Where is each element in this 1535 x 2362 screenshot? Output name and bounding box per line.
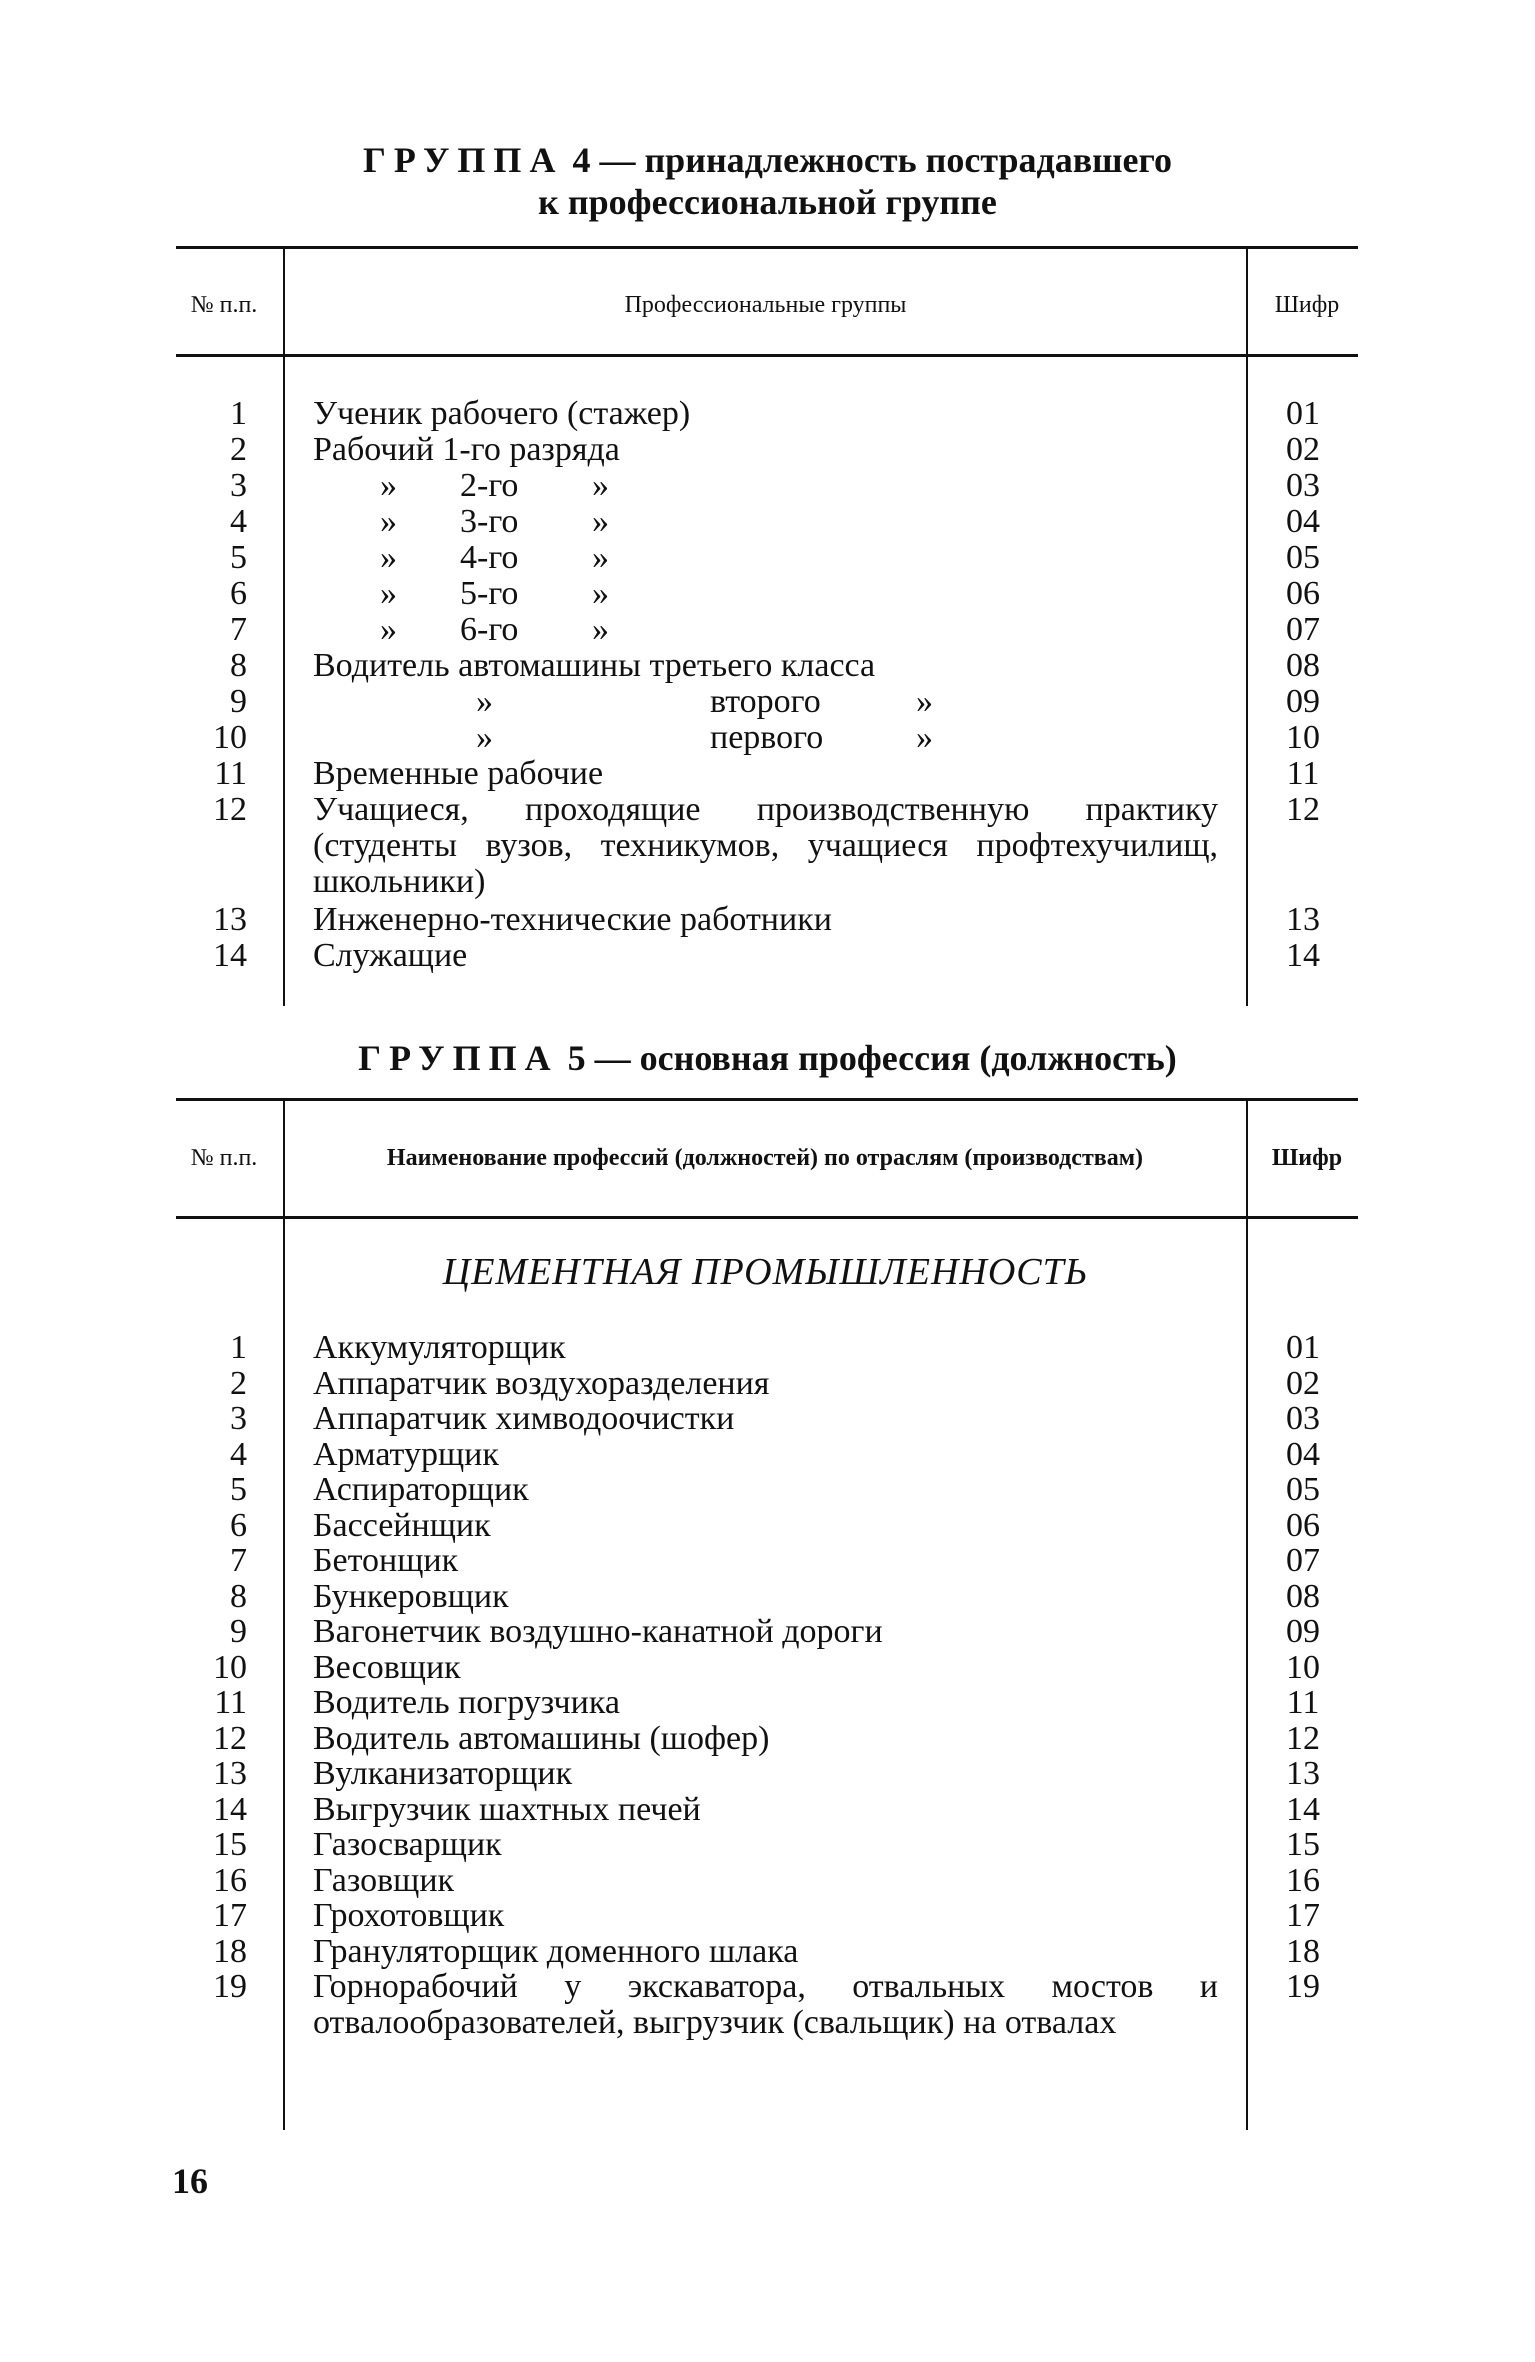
row-number: 10 [213,719,247,756]
row-name: Бетонщик [313,1542,459,1579]
row-name: Вулканизаторщик [313,1755,573,1792]
row-name: 3-го [460,503,519,540]
row-code: 09 [1286,683,1320,720]
row-code: 03 [1286,467,1320,504]
row-code: 10 [1286,1648,1320,1686]
row-number: 17 [213,1897,247,1934]
row-number: 2 [230,1364,247,1402]
row-name: Грануляторщик доменного шлака [313,1932,799,1970]
row-number: 9 [230,683,247,720]
row-code: 02 [1286,1364,1320,1402]
row-number: 8 [230,647,247,684]
row-name: Арматурщик [313,1435,499,1473]
row-code: 11 [1286,1684,1320,1721]
page-number: 16 [172,2161,208,2201]
row-code: 04 [1286,503,1320,540]
ditto-mark: » [916,719,933,756]
ditto-mark: » [476,683,493,720]
row-name: Горнорабочий у экскаватора, отвальных мостов и отвалообразователей, выгрузчик (свальщик) на отвалах [313,1968,1218,2041]
row-number: 2 [230,431,247,468]
row-name: Грохотовщик [313,1897,505,1934]
row-number: 14 [213,937,247,974]
row-number: 3 [230,467,247,504]
row-number: 4 [230,503,247,540]
group5-title-suffix: 5 — основная профессия (должность) [567,1038,1177,1078]
group4-title [0,140,1535,181]
row-name: Бункеровщик [313,1577,509,1615]
row-name: Водитель автомашины третьего класса [313,647,876,684]
row-number: 18 [213,1932,247,1970]
row-number: 12 [213,1719,247,1757]
row-name: Временные рабочие [313,755,604,792]
row-number: 1 [230,395,247,432]
row-name: Водитель автомашины (шофер) [313,1719,770,1757]
row-code: 17 [1286,1897,1320,1934]
group4-label: ГРУППА [363,140,564,180]
row-name: 5-го [460,575,519,612]
row-name: Аспираторщик [313,1471,529,1508]
ditto-mark: » [380,467,397,504]
row-number: 11 [214,755,247,792]
group5-divider-left [283,1098,285,2130]
row-number: 16 [213,1861,247,1899]
row-code: 03 [1286,1400,1320,1437]
group4-col-code-header: Шифр [1274,292,1340,318]
ditto-mark: » [380,503,397,540]
row-number: 15 [213,1826,247,1863]
group5-col-num-header: № п.п. [190,1145,258,1171]
row-number: 12 [213,791,247,828]
row-number: 19 [213,1968,247,2005]
row-number: 7 [230,611,247,648]
row-number: 8 [230,1577,247,1615]
row-number: 1 [230,1329,247,1366]
row-code: 07 [1286,611,1320,648]
ditto-mark: » [592,611,609,648]
row-number: 13 [213,901,247,938]
group5-col-name-header: Наименование профессий (должностей) по отраслям (производствам) [386,1145,1144,1171]
row-code: 04 [1286,1435,1320,1473]
group4-header-bottom-rule [176,354,1358,357]
ditto-mark: » [592,503,609,540]
row-code: 13 [1286,901,1320,938]
row-name: 4-го [460,539,519,576]
group4-divider-left [283,246,285,1006]
row-name: Водитель погрузчика [313,1684,620,1721]
row-number: 13 [213,1755,247,1792]
row-code: 08 [1286,647,1320,684]
ditto-mark: » [476,719,493,756]
row-code: 01 [1286,395,1320,432]
row-name: Аппаратчик воздухоразделения [313,1364,770,1402]
group5-table-top-rule [176,1098,1358,1101]
group4-col-name-header: Профессиональные группы [624,292,907,318]
row-number: 7 [230,1542,247,1579]
row-number: 6 [230,1506,247,1544]
row-code: 01 [1286,1329,1320,1366]
row-name: первого [710,719,824,756]
ditto-mark: » [592,575,609,612]
row-code: 07 [1286,1542,1320,1579]
ditto-mark: » [380,575,397,612]
row-number: 11 [214,1684,247,1721]
ditto-mark: » [592,539,609,576]
row-name: Рабочий 1-го разряда [313,431,620,468]
row-name: Выгрузчик шахтных печей [313,1790,701,1828]
row-name: Газовщик [313,1861,455,1899]
row-code: 13 [1286,1755,1320,1792]
row-name: Аппаратчик химводоочистки [313,1400,735,1437]
row-code: 10 [1286,719,1320,756]
row-code: 06 [1286,575,1320,612]
row-code: 08 [1286,1577,1320,1615]
row-code: 16 [1286,1861,1320,1899]
row-name: Вагонетчик воздушно-канатной дороги [313,1613,883,1650]
row-number: 5 [230,539,247,576]
row-code: 18 [1286,1932,1320,1970]
row-code: 11 [1286,755,1320,792]
row-number: 9 [230,1613,247,1650]
row-name: 2-го [460,467,519,504]
row-name: Ученик рабочего (стажер) [313,395,691,432]
group4-divider-right [1246,246,1248,1006]
group5-col-code-header: Шифр [1271,1145,1343,1171]
group4-title-suffix: 4 — принадлежность пострадавшего [572,140,1172,180]
group5-label: ГРУППА [358,1038,559,1078]
group5-header-bottom-rule [176,1216,1358,1219]
group4-table-top-rule [176,246,1358,249]
group4-subtitle: к профессиональной группе [538,182,997,222]
row-code: 12 [1286,791,1320,828]
row-code: 05 [1286,1471,1320,1508]
ditto-mark: » [916,683,933,720]
row-code: 15 [1286,1826,1320,1863]
row-name: Учащиеся, проходящие производственную практику (студенты вузов, техникумов, учащиеся профтехучилищ, школьники) [313,791,1218,900]
row-code: 12 [1286,1719,1320,1757]
row-name: Весовщик [313,1648,461,1686]
ditto-mark: » [380,611,397,648]
row-name: Бассейнщик [313,1506,491,1544]
row-code: 19 [1286,1968,1320,2005]
ditto-mark: » [592,467,609,504]
row-code: 02 [1286,431,1320,468]
group5-title [0,1038,1535,1079]
row-number: 6 [230,575,247,612]
row-name: Инженерно-технические работники [313,901,832,938]
row-code: 05 [1286,539,1320,576]
group4-col-num-header: № п.п. [190,292,258,318]
row-number: 4 [230,1435,247,1473]
group5-section-heading: ЦЕМЕНТНАЯ ПРОМЫШЛЕННОСТЬ [442,1251,1089,1293]
row-code: 14 [1286,937,1320,974]
row-code: 14 [1286,1790,1320,1828]
row-number: 10 [213,1648,247,1686]
row-name: Газосварщик [313,1826,502,1863]
row-number: 3 [230,1400,247,1437]
row-name: Аккумуляторщик [313,1329,566,1366]
group5-divider-right [1246,1098,1248,2130]
row-name: Служащие [313,937,468,974]
row-name: 6-го [460,611,519,648]
row-number: 5 [230,1471,247,1508]
row-name: второго [710,683,821,720]
ditto-mark: » [380,539,397,576]
row-code: 06 [1286,1506,1320,1544]
row-code: 09 [1286,1613,1320,1650]
row-number: 14 [213,1790,247,1828]
